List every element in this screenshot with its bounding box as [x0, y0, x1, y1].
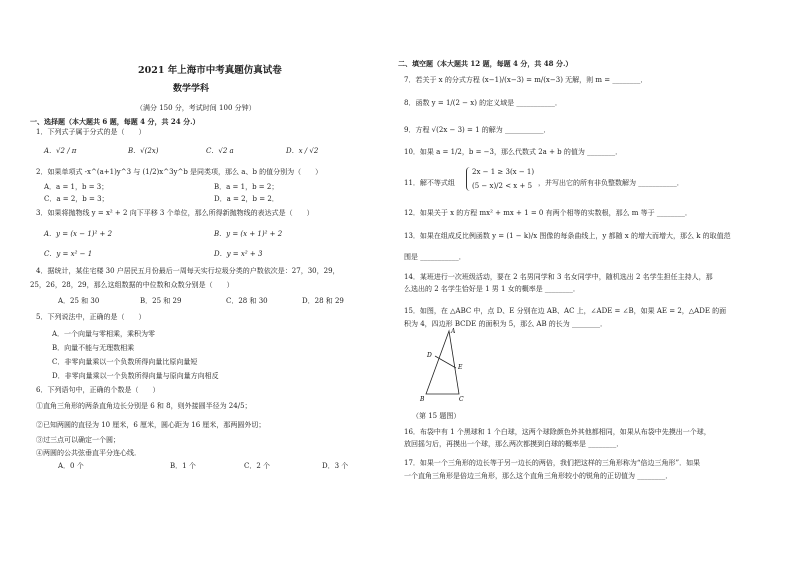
q4-option-d: D．28 和 29: [302, 297, 344, 305]
q9: 9．方程 √(2x − 3) = 1 的解为 ___________．: [404, 126, 551, 134]
q4-line-2: 25，26，28，29，那么这组数据的中位数和众数分别是（ ）: [30, 281, 234, 289]
q16-line-1: 16．布袋中有 1 个黑球和 1 个白球，这两个球除颜色外其他都相同，如果从布袋中先摸出一个球，: [404, 428, 711, 436]
q1-option-c: C．√2 a: [206, 147, 234, 155]
q2-stem: 2．如果单项式 -x^(a+1)y^3 与 (1/2)x^3y^b 是同类项，那么 a、b 的值分别为（ ）: [36, 168, 323, 176]
q2-option-b: B．a = 1，b = 2；: [214, 183, 279, 191]
q14-line-2: 么选出的 2 名学生恰好是 1 男 1 女的概率是 ________．: [404, 285, 580, 293]
q15-line-2: 积为 4，四边形 BCDE 的面积为 5，那么 AB 的长为 ________．: [404, 320, 608, 328]
q3-option-a: A．y = (x − 1)² + 2: [44, 230, 113, 238]
q15-line-1: 15．如图，在 △ABC 中，点 D、E 分别在边 AB、AC 上，∠ADE = ∠B，如果 AE = 2，△ADE 的面: [404, 307, 727, 315]
q12: 12．如果关于 x 的方程 mx² + mx + 1 = 0 有两个相等的实数根，那么 m 等于 ________．: [404, 209, 692, 217]
q6-option-b: B．1 个: [170, 462, 196, 470]
section-1-heading: 一、选择题（本大题共 6 题，每题 4 分，共 24 分.）: [30, 117, 200, 126]
q6-option-d: D．3 个: [322, 462, 349, 470]
q7: 7．若关于 x 的分式方程 (x−1)/(x−3) = m/(x−3) 无解，则 m = ________．: [404, 76, 648, 84]
paper-note: （满分 150 分，考试时间 100 分钟）: [136, 104, 256, 112]
q6-option-a: A．0 个: [58, 462, 84, 470]
q6-statement-2: ②已知两圆的直径为 10 厘米，6 厘米，圆心距为 16 厘米，那两圆外切；: [36, 421, 266, 429]
q11-prefix: 11．解不等式组: [404, 179, 455, 187]
q3-option-c: C．y = x² − 1: [44, 250, 93, 258]
q15-figure: [418, 326, 488, 408]
q11-suffix: ，并写出它的所有非负整数解为 ___________．: [538, 179, 684, 187]
q4-option-a: A．25 和 30: [58, 297, 100, 305]
label-a: A: [451, 328, 456, 335]
label-d: D: [427, 352, 432, 359]
q2-option-a: A．a = 1，b = 3；: [44, 183, 109, 191]
label-c: C: [459, 396, 464, 403]
q6-option-c: C．2 个: [244, 462, 271, 470]
q10: 10．如果 a = 1/2，b = −3，那么代数式 2a + b 的值为 ________．: [404, 148, 623, 156]
q11-inequality-1: 2x − 1 ≥ 3(x − 1): [472, 168, 535, 176]
q14-line-1: 14．某班进行一次班级活动，要在 2 名男同学和 3 名女同学中，随机选出 2 名学生担任主持人，那: [404, 273, 713, 281]
q1-option-a: A．√2 / π: [44, 147, 77, 155]
q5-option-d: D．非零向量乘以一个负数所得向量与原向量方向相反: [52, 372, 219, 380]
section-2-heading: 二、填空题（本大题共 12 题，每题 4 分，共 48 分.）: [398, 59, 573, 68]
q6-stem: 6．下列语句中，正确的个数是（ ）: [36, 386, 160, 394]
paper-title: 2021 年上海市中考真题仿真试卷: [138, 65, 282, 76]
q8: 8．函数 y = 1/(2 − x) 的定义域是 ___________．: [404, 99, 562, 107]
paper-subject: 数学学科: [173, 84, 210, 94]
q4-option-c: C．28 和 30: [226, 297, 268, 305]
q6-statement-4: ④两圆的公共弦垂直平分连心线．: [36, 449, 141, 457]
q6-statement-1: ①直角三角形的两条直角边长分别是 6 和 8，则外接圆半径为 24/5；: [36, 402, 252, 410]
q5-option-a: A．一个向量与零相乘，乘积为零: [52, 330, 156, 338]
q11-brace: [466, 167, 471, 191]
triangle-abc: [426, 331, 459, 394]
q1-stem: 1．下列式子属于分式的是（ ）: [36, 128, 146, 136]
q3-stem: 3．如果将抛物线 y = x² + 2 向下平移 3 个单位，那么所得新抛物线的表达式是（ ）: [36, 209, 314, 217]
q1-option-d: D．x / √2: [286, 147, 319, 155]
label-e: E: [458, 364, 463, 371]
q13-line-1: 13．如果在组成反比例函数 y = (1 − k)/x 图像的每条曲线上，y 都随 x 的增大而增大，那么 k 的取值范: [404, 232, 731, 240]
q2-option-c: C．a = 2，b = 3；: [44, 195, 109, 203]
q3-option-b: B．y = (x + 1)² + 2: [214, 230, 283, 238]
q5-stem: 5．下列说法中，正确的是（ ）: [36, 313, 146, 321]
q5-option-b: B．向量不能与无理数相乘: [52, 344, 135, 352]
q4-option-b: B．25 和 29: [140, 297, 182, 305]
q11-inequality-2: (5 − x)/2 < x + 5: [472, 182, 533, 190]
q13-line-2: 围是 ___________．: [404, 253, 466, 261]
q6-statement-3: ③过三点可以确定一个圆；: [36, 436, 120, 444]
q15-caption: （第 15 题图）: [412, 412, 461, 420]
q1-option-b: B．√(2x): [128, 147, 159, 155]
label-b: B: [420, 396, 425, 403]
q5-option-c: C．非零向量乘以一个负数所得向量比原向量短: [52, 358, 198, 366]
q16-line-2: 放回摇匀后，再摸出一个球，那么两次都摸到白球的概率是 ________．: [404, 440, 624, 448]
q2-option-d: D．a = 2，b = 2．: [214, 195, 279, 203]
q17-line-2: 一个直角三角形是倍边三角形，那么这个直角三角形较小的锐角的正切值为 ________．: [404, 472, 673, 480]
q3-option-d: D．y = x² + 3: [214, 250, 263, 258]
q4-line-1: 4．据统计，某住宅楼 30 户居民五月份最后一周每天实行垃圾分类的户数依次是：27，30，29，: [36, 267, 340, 275]
q17-line-1: 17．如果一个三角形的边长等于另一边长的两倍，我们把这样的三角形称为“倍边三角形”．如果: [404, 459, 701, 467]
